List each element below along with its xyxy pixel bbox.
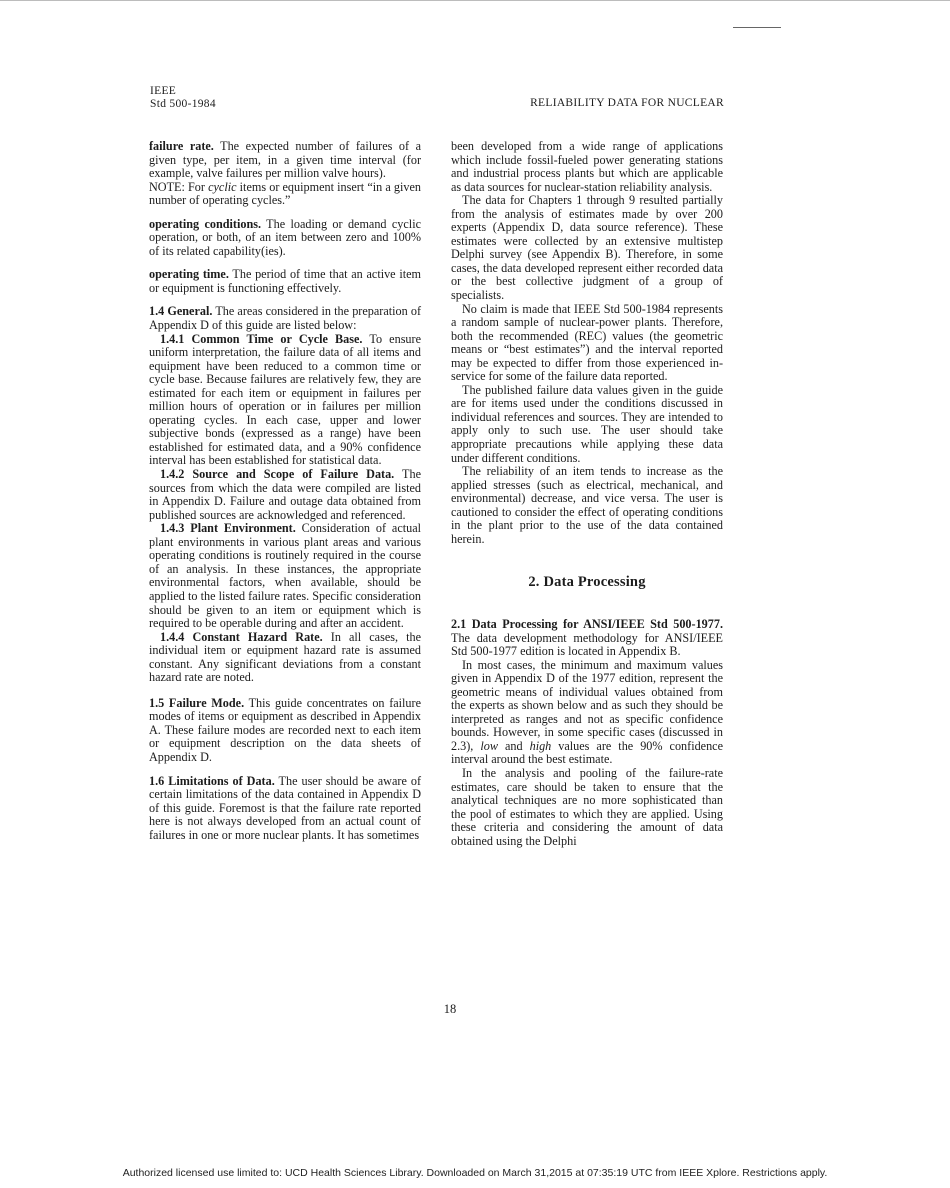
heading: 1.4.1 Common Time or Cycle Base. bbox=[160, 331, 363, 346]
definition-operating-conditions bbox=[149, 218, 421, 259]
body-text: The period of time that an active item or equipment is functioning effectively. bbox=[149, 267, 421, 295]
heading: 1.4.2 Source and Scope of Failure Data. bbox=[160, 467, 395, 482]
body-text: The data development methodology for ANSI/IEEE Std 500-1977 edition is located in Appendix B. bbox=[451, 630, 723, 659]
definition-failure-rate bbox=[149, 140, 421, 181]
scan-mark bbox=[733, 27, 781, 28]
body-text: In all cases, the individual item or equipment hazard rate is assumed constant. Any significant deviations from a constant hazard rate are noted. bbox=[149, 629, 421, 685]
header-left bbox=[150, 85, 216, 111]
right-column bbox=[451, 140, 723, 848]
section-1-4-1 bbox=[149, 333, 421, 468]
section-1-4-general bbox=[149, 305, 421, 332]
heading: 2.1 Data Processing for ANSI/IEEE Std 500-1977. bbox=[451, 616, 723, 631]
body-text: The user should be aware of certain limitations of the data contained in Appendix D of this guide. Foremost is that the failure rate reported here is not always developed from an actual count of failures in one or more nuclear plants. It has sometimes bbox=[149, 773, 422, 842]
body-text: To ensure uniform interpretation, the failure data of all items and equipment have been reduced to a common time or cycle base. Because failures are relatively few, they are estimated for each item or equipment in failures per million hours of operation or in failures per million operating cycles. In each case, upper and lower subjective bonds (expressed as a range) have been established for estimated data, and a 90% confidence interval has been established for statistical data. bbox=[149, 331, 421, 468]
section-1-6 bbox=[149, 775, 421, 843]
paragraph: The published failure data values given in the guide are for items used under the conditions discussed in individual references and sources. They are intended to apply only to such use. The user should take appropriate precautions while applying these data under different conditions. bbox=[451, 382, 723, 465]
paragraph: In most cases, the minimum and maximum values given in Appendix D of the 1977 edition, represent the geometric means of individual values obtained from the experts as shown below and as such they should be interpreted as ranges and not as specific confidence bounds. However, in some specific cases (discussed in 2.3), low and high values are the 90% confidence interval around the best estimate. bbox=[451, 657, 724, 767]
heading: 1.6 Limitations of Data. bbox=[149, 773, 275, 788]
term: operating time. bbox=[149, 267, 229, 282]
body-text: Consideration of actual plant environments in various plant areas and various operating conditions is routinely required in the course of an analysis. In these instances, the appropriate environmental factors, when available, should be applied to the listed failure rates. Specific consideration should be given to an item or equipment which is required to be operable during and after an accident. bbox=[149, 521, 422, 631]
paragraph: The data for Chapters 1 through 9 resulted partially from the analysis of estimates made by over 200 experts (Appendix D, data source reference). These estimates were collected by an extensive multistep Delphi survey (see Appendix B). Therefore, in some cases, the data developed represent either recorded data or the best collective judgment of a group of specialists. bbox=[451, 193, 723, 303]
header-org: IEEE bbox=[150, 85, 177, 97]
top-border bbox=[0, 0, 950, 1]
term: operating conditions. bbox=[149, 216, 262, 231]
section-2-1 bbox=[451, 618, 723, 659]
left-column bbox=[149, 140, 421, 842]
heading: 1.5 Failure Mode. bbox=[149, 695, 245, 710]
heading: 1.4.4 Constant Hazard Rate. bbox=[160, 629, 323, 644]
note: NOTE: For cyclic items or equipment insert “in a given number of operating cycles.” bbox=[149, 179, 421, 208]
section-1-5 bbox=[149, 697, 421, 765]
section-title: 2. Data Processing bbox=[528, 574, 646, 591]
paragraph: No claim is made that IEEE Std 500-1984 represents a random sample of nuclear-power plants. Therefore, both the recommended (REC) values (the geometric means or “best estimates”) and the interval reported may be expected to differ from those experienced in-service for some of the failure data reported. bbox=[451, 301, 723, 384]
body-text: This guide concentrates on failure modes of items or equipment as described in Appendix A. These failure modes are recorded next to each item or equipment description on the data sheets of Appendix D. bbox=[149, 695, 421, 764]
license-footer: Authorized licensed use limited to: UCD Health Sciences Library. Downloaded on March 31,2015 at 07:35:19 UTC from IEEE Xplore. Restrictions apply. bbox=[122, 1167, 828, 1179]
section-1-4-4 bbox=[149, 631, 421, 685]
body-text: The expected number of failures of a given type, per item, in a given time interval (for example, valve failures per million valve hours). bbox=[149, 139, 421, 181]
paragraph: been developed from a wide range of applications which include fossil-fueled power generating stations and industrial process plants but which are applicable as data sources for nuclear-station reliability analysis. bbox=[451, 139, 723, 194]
page-number: 18 bbox=[443, 1002, 457, 1016]
section-1-4-3 bbox=[149, 522, 421, 630]
heading: 1.4 General. bbox=[149, 304, 213, 319]
body-text: The areas considered in the preparation of Appendix D of this guide are listed below: bbox=[149, 304, 422, 333]
body-text: The loading or demand cyclic operation, or both, of an item between zero and 100% of its related capability(ies). bbox=[149, 216, 421, 258]
heading: 1.4.3 Plant Environment. bbox=[160, 521, 296, 536]
running-title: RELIABILITY DATA FOR NUCLEAR bbox=[530, 97, 724, 109]
paragraph: In the analysis and pooling of the failure-rate estimates, care should be taken to ensure that the analytical techniques are no more sophisticated than the pool of estimates to which they are applied. Using these criteria and considering the amount of data obtained using the Delphi bbox=[451, 765, 723, 848]
definition-operating-time bbox=[149, 268, 421, 295]
term: failure rate. bbox=[149, 139, 214, 153]
header-std: Std 500-1984 bbox=[150, 98, 216, 110]
body-text: The sources from which the data were compiled are listed in Appendix D. Failure and outage data obtained from published sources are acknowledged and referenced. bbox=[149, 467, 421, 522]
section-1-4-2 bbox=[149, 468, 421, 522]
paragraph: The reliability of an item tends to increase as the applied stresses (such as electrical, mechanical, and environmental) decrease, and vice versa. The user is cautioned to consider the effect of operating conditions in the plant prior to the use of the data contained herein. bbox=[451, 464, 723, 546]
